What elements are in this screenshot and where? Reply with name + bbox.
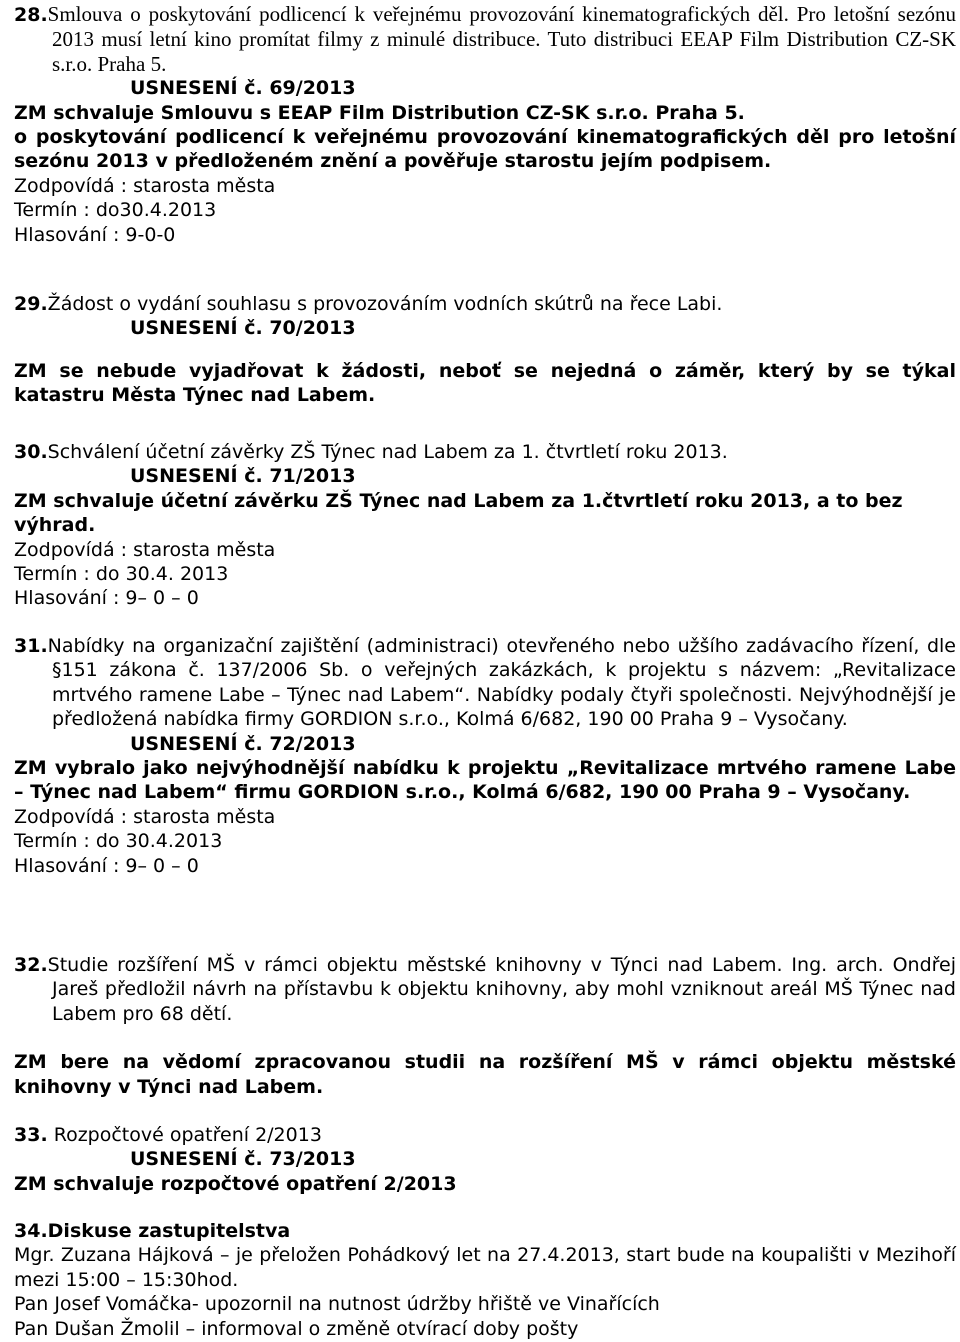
- item-32-number: 32.: [14, 954, 48, 976]
- decision-73: ZM schvaluje rozpočtové opatření 2/2013: [14, 1172, 457, 1195]
- deadline-28: Termín : do30.4.2013: [14, 199, 217, 222]
- decision-70: ZM se nebude vyjadřovat k žádosti, neboť se nejedná o záměr, který by se týkal katastru Města Týnec nad Labem.: [14, 359, 956, 407]
- decision-title-69: ZM schvaluje Smlouvu s EEAP Film Distribution CZ-SK s.r.o. Praha 5.: [14, 101, 745, 124]
- item-31-intro: [14, 634, 956, 732]
- item-34-title: 34.Diskuse zastupitelstva: [14, 1220, 291, 1242]
- item-32-intro-text: Studie rozšíření MŠ v rámci objektu městské knihovny v Týnci nad Labem. Ing. arch. Ondřej Jareš předložil návrh na přístavbu k objektu knihovny, aby mohl vzniknout areál MŠ Týnec nad Labem pro 68 dětí.: [47, 954, 956, 1025]
- vote-31: Hlasování : 9– 0 – 0: [14, 854, 199, 877]
- agenda-item-29: [14, 292, 956, 408]
- item-29-number: 29.: [14, 293, 48, 315]
- decision-71: ZM schvaluje účetní závěrku ZŠ Týnec nad Labem za 1.čtvrtletí roku 2013, a to bez výhrad.: [14, 489, 903, 537]
- deadline-30: Termín : do 30.4. 2013: [14, 563, 229, 586]
- agenda-item-30: [14, 440, 956, 611]
- responsible-31: Zodpovídá : starosta města: [14, 805, 276, 828]
- item-29-intro: [14, 292, 956, 316]
- responsible-28: Zodpovídá : starosta města: [14, 174, 276, 197]
- item-29-intro-text: Žádost o vydání souhlasu s provozováním vodních skútrů na řece Labi.: [47, 293, 723, 315]
- item-28-number: 28.: [14, 4, 48, 26]
- deadline-31: Termín : do 30.4.2013: [14, 830, 223, 853]
- discussion-vomacka: Pan Josef Vomáčka- upozornil na nutnost údržby hřiště ve Vinařících: [14, 1293, 660, 1316]
- item-32-intro: [14, 953, 956, 1026]
- agenda-item-33: [14, 1123, 956, 1196]
- resolution-70: USNESENÍ č. 70/2013: [130, 317, 356, 340]
- decision-72: ZM vybralo jako nejvýhodnější nabídku k projektu „Revitalizace mrtvého ramene Labe – Týnec nad Labem“ firmu GORDION s.r.o., Kolmá 6/682, 190 00 Praha 9 – Vysočany.: [14, 757, 956, 804]
- agenda-item-31: [14, 634, 956, 878]
- item-28-intro: [14, 2, 956, 76]
- item-30-intro: [14, 440, 956, 464]
- item-31-intro-text: Nabídky na organizační zajištění (administraci) otevřeného nebo užšího zadávacího řízení, dle §151 zákona č. 137/2006 Sb. o veřejných zakázkách, k projektu s názvem: „Revitalizace mrtvého ramene Labe – Týnec nad Labem“. Nabídky podaly čtyři společnosti. Nejvýhodnější je předložená nabídka firmy GORDION s.r.o., Kolmá 6/682, 190 00 Praha 9 – Vysočany.: [47, 635, 956, 731]
- agenda-item-28: [14, 2, 956, 247]
- agenda-item-34: [14, 1219, 956, 1341]
- decision-body-69: o poskytování podlicencí k veřejnému provozování kinematografických děl pro letošní sezónu 2013 v předloženém znění a pověřuje starostu jejím podpisem.: [14, 126, 956, 173]
- discussion-zmolil: Pan Dušan Žmolil – informoval o změně otvírací doby pošty: [14, 1317, 579, 1340]
- responsible-30: Zodpovídá : starosta města: [14, 538, 276, 561]
- item-33-intro: [14, 1123, 956, 1147]
- vote-28: Hlasování : 9-0-0: [14, 223, 176, 246]
- resolution-72: USNESENÍ č. 72/2013: [130, 732, 356, 755]
- resolution-73: USNESENÍ č. 73/2013: [130, 1148, 356, 1171]
- item-33-intro-text: Rozpočtové opatření 2/2013: [53, 1124, 322, 1146]
- item-31-number: 31.: [14, 635, 48, 657]
- item-30-number: 30.: [14, 441, 48, 463]
- item-28-intro-text: Smlouva o poskytování podlicencí k veřejnému provozování kinematografických děl. Pro letošní sezónu 2013 musí letní kino promítat filmy z minulé distribuce. Tuto distribuci EEAP Film Distribution CZ-SK s.r.o. Praha 5.: [47, 2, 956, 76]
- discussion-hajkova: Mgr. Zuzana Hájková – je přeložen Pohádkový let na 27.4.2013, start bude na koupališti v Mezihoří mezi 15:00 – 15:30hod.: [14, 1244, 956, 1291]
- item-33-number: 33.: [14, 1124, 48, 1146]
- item-30-intro-text: Schválení účetní závěrky ZŠ Týnec nad Labem za 1. čtvrtletí roku 2013.: [47, 441, 728, 463]
- agenda-item-32: [14, 953, 956, 1099]
- decision-32: ZM bere na vědomí zpracovanou studii na rozšíření MŠ v rámci objektu městské knihovny v Týnci nad Labem.: [14, 1051, 956, 1098]
- resolution-71: USNESENÍ č. 71/2013: [130, 465, 356, 488]
- resolution-69: USNESENÍ č. 69/2013: [130, 77, 356, 100]
- vote-30: Hlasování : 9– 0 – 0: [14, 587, 199, 610]
